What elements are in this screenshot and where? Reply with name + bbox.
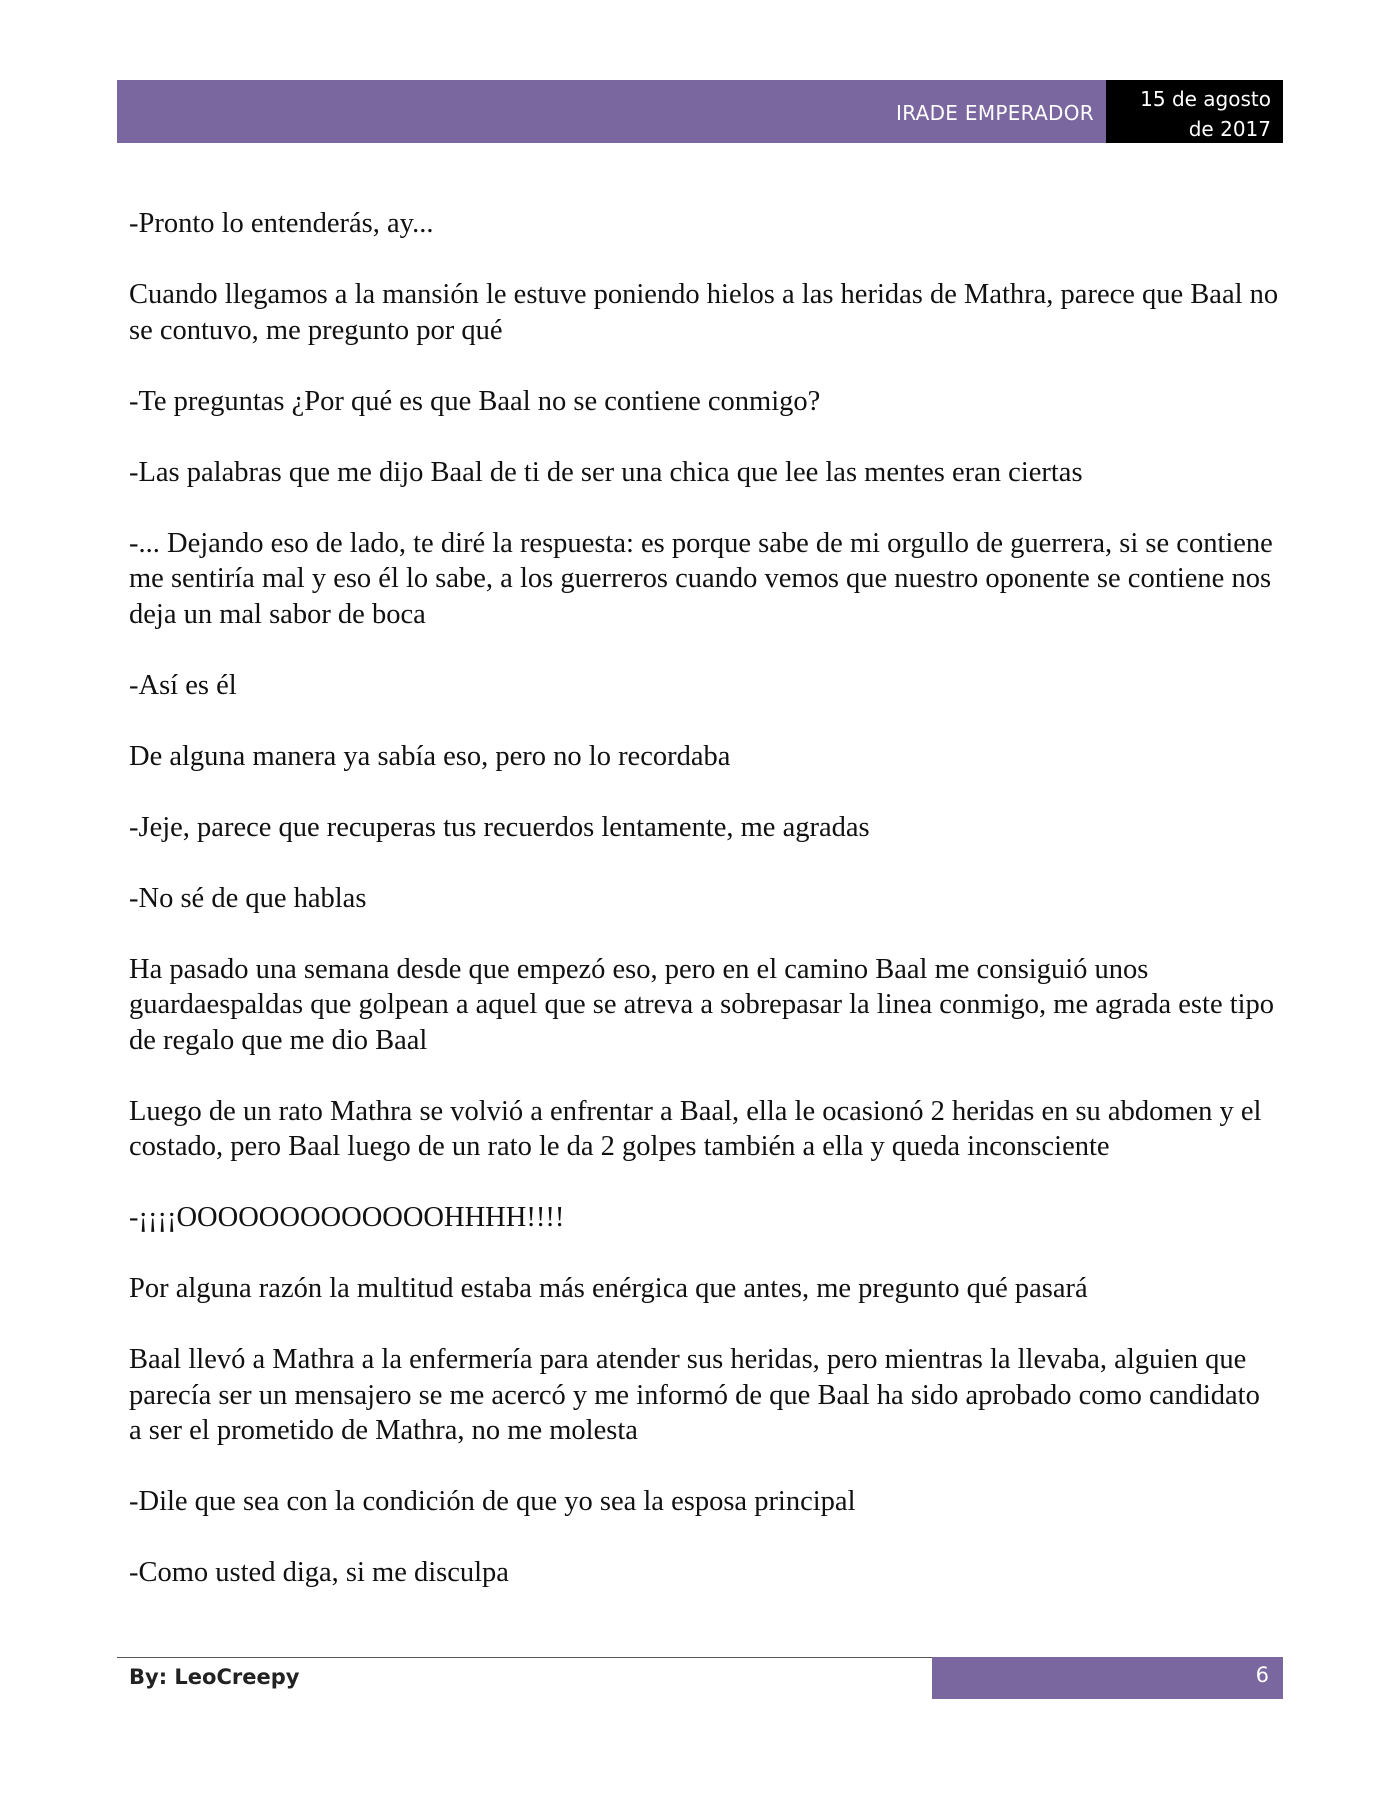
paragraph: -Como usted diga, si me disculpa — [129, 1557, 509, 1588]
paragraph: -Te preguntas ¿Por qué es que Baal no se contiene conmigo? — [129, 385, 821, 417]
paragraph: Luego de un rato Mathra se volvió a enfrentar a Baal, ella le ocasionó 2 heridas en su abdomen y el costado, pero Baal luego de un rato le da 2 golpes también a ella y queda inconsciente — [129, 1095, 1262, 1162]
body-text — [129, 206, 1279, 1626]
paragraph: -¡¡¡¡OOOOOOOOOOOOOHHHH!!!! — [129, 1202, 565, 1233]
paragraph: Por alguna razón la multitud estaba más enérgica que antes, me pregunto qué pasará — [129, 1273, 1088, 1304]
paragraph: -Así es él — [129, 669, 237, 701]
document-title: IRADE EMPERADOR — [896, 101, 1094, 125]
header-band — [117, 80, 1106, 143]
paragraph: -Las palabras que me dijo Baal de ti de ser una chica que lee las mentes eran ciertas — [129, 456, 1083, 488]
footer-band — [932, 1657, 1283, 1699]
paragraph: Ha pasado una semana desde que empezó eso, pero en el camino Baal me consiguió unos guardaespaldas que golpean a aquel que se atreva a sobrepasar la linea conmigo, me agrada este tipo de regalo que me dio Baal — [129, 953, 1275, 1056]
header-date-line1: 15 de agosto — [1140, 87, 1271, 111]
paragraph: Baal llevó a Mathra a la enfermería para atender sus heridas, pero mientras la llevaba, alguien que parecía ser un mensajero se me acercó y me informó de que Baal ha sido aprobado como candidato a ser el prometido de Mathra, no me molesta — [129, 1344, 1260, 1446]
paragraph: De alguna manera ya sabía eso, pero no lo recordaba — [129, 740, 731, 772]
paragraph: -No sé de que hablas — [129, 882, 367, 914]
paragraph: Cuando llegamos a la mansión le estuve poniendo hielos a las heridas de Mathra, parece que Baal no se contuvo, me pregunto por qué — [129, 279, 1279, 346]
footer-divider — [117, 1657, 932, 1658]
paragraph: -... Dejando eso de lado, te diré la respuesta: es porque sabe de mi orgullo de guerrera, si se contiene me sentiría mal y eso él lo sabe, a los guerreros cuando vemos que nuestro oponente se contiene nos deja un mal sabor de boca — [129, 527, 1273, 630]
footer-author: By: LeoCreepy — [129, 1665, 300, 1689]
paragraph: -Pronto lo entenderás, ay... — [129, 208, 434, 239]
page-number: 6 — [1255, 1663, 1269, 1687]
paragraph: -Dile que sea con la condición de que yo sea la esposa principal — [129, 1486, 856, 1517]
header-date — [1106, 80, 1283, 143]
header-date-line2: de 2017 — [1188, 117, 1271, 141]
page-header — [117, 80, 1283, 143]
paragraph: -Jeje, parece que recuperas tus recuerdos lentamente, me agradas — [129, 811, 870, 843]
